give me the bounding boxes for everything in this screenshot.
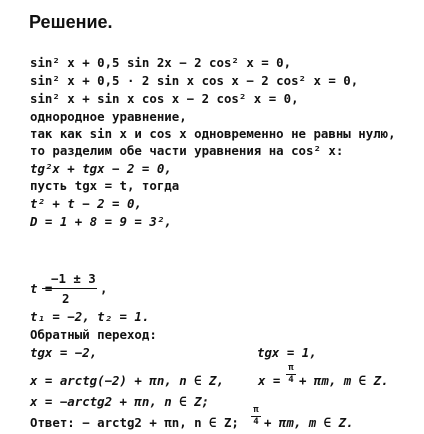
text-line-since: так как sin x и cos x одновременно не равны нулю, — [30, 126, 396, 141]
text-line-substitution: пусть tgx = t, тогда — [30, 178, 180, 193]
solution-heading: Решение. — [29, 12, 113, 32]
equation-line-quadratic: t² + t − 2 = 0, — [30, 196, 142, 211]
roots-formula-denominator: 2 — [62, 291, 70, 306]
case-2-pi-over-4 — [285, 363, 297, 386]
case-2-solution-lhs: x = — [258, 373, 281, 388]
simplified-solution: x = −arctg2 + πn, n ∈ Z; — [30, 394, 210, 409]
case-1-solution: x = arctg(−2) + πn, n ∈ Z, — [30, 373, 224, 388]
case-2-solution-rhs: + πm, m ∈ Z. — [299, 373, 389, 388]
equation-line-discriminant: D = 1 + 8 = 9 = 3², — [30, 214, 172, 229]
roots-formula-comma: , — [100, 281, 108, 296]
equation-line-1: sin² x + 0,5 sin 2x − 2 cos² x = 0, — [30, 55, 292, 70]
text-line-homogeneous: однородное уравнение, — [30, 109, 187, 124]
roots-formula-numerator: −1 ± 3 — [51, 271, 96, 286]
pi-numerator: π — [253, 405, 259, 415]
equation-line-2: sin² x + 0,5 · 2 sin x cos x − 2 cos² x = 0, — [30, 73, 359, 88]
text-line-divide: то разделим обе части уравнения на cos² x: — [30, 143, 344, 158]
answer-line: Ответ: − arctg2 + πn, n ∈ Z; — [30, 415, 239, 430]
equation-line-tg: tg²x + tgx − 2 = 0, — [30, 161, 172, 176]
roots-formula-fraction-bar — [42, 288, 97, 289]
roots-formula-lhs: t = — [30, 281, 53, 296]
answer-pi-over-4 — [250, 405, 262, 428]
case-2-tg: tgx = 1, — [257, 345, 317, 360]
pi-numerator: π — [288, 363, 294, 373]
roots-line: t₁ = −2, t₂ = 1. — [30, 309, 150, 324]
answer-line-rhs: + πm, m ∈ Z. — [264, 415, 354, 430]
text-line-inverse: Обратный переход: — [30, 327, 157, 342]
four-denominator: 4 — [253, 417, 259, 427]
equation-line-3: sin² x + sin x cos x − 2 cos² x = 0, — [30, 91, 299, 106]
four-denominator: 4 — [288, 375, 294, 385]
case-1-tg: tgx = −2, — [30, 345, 98, 360]
